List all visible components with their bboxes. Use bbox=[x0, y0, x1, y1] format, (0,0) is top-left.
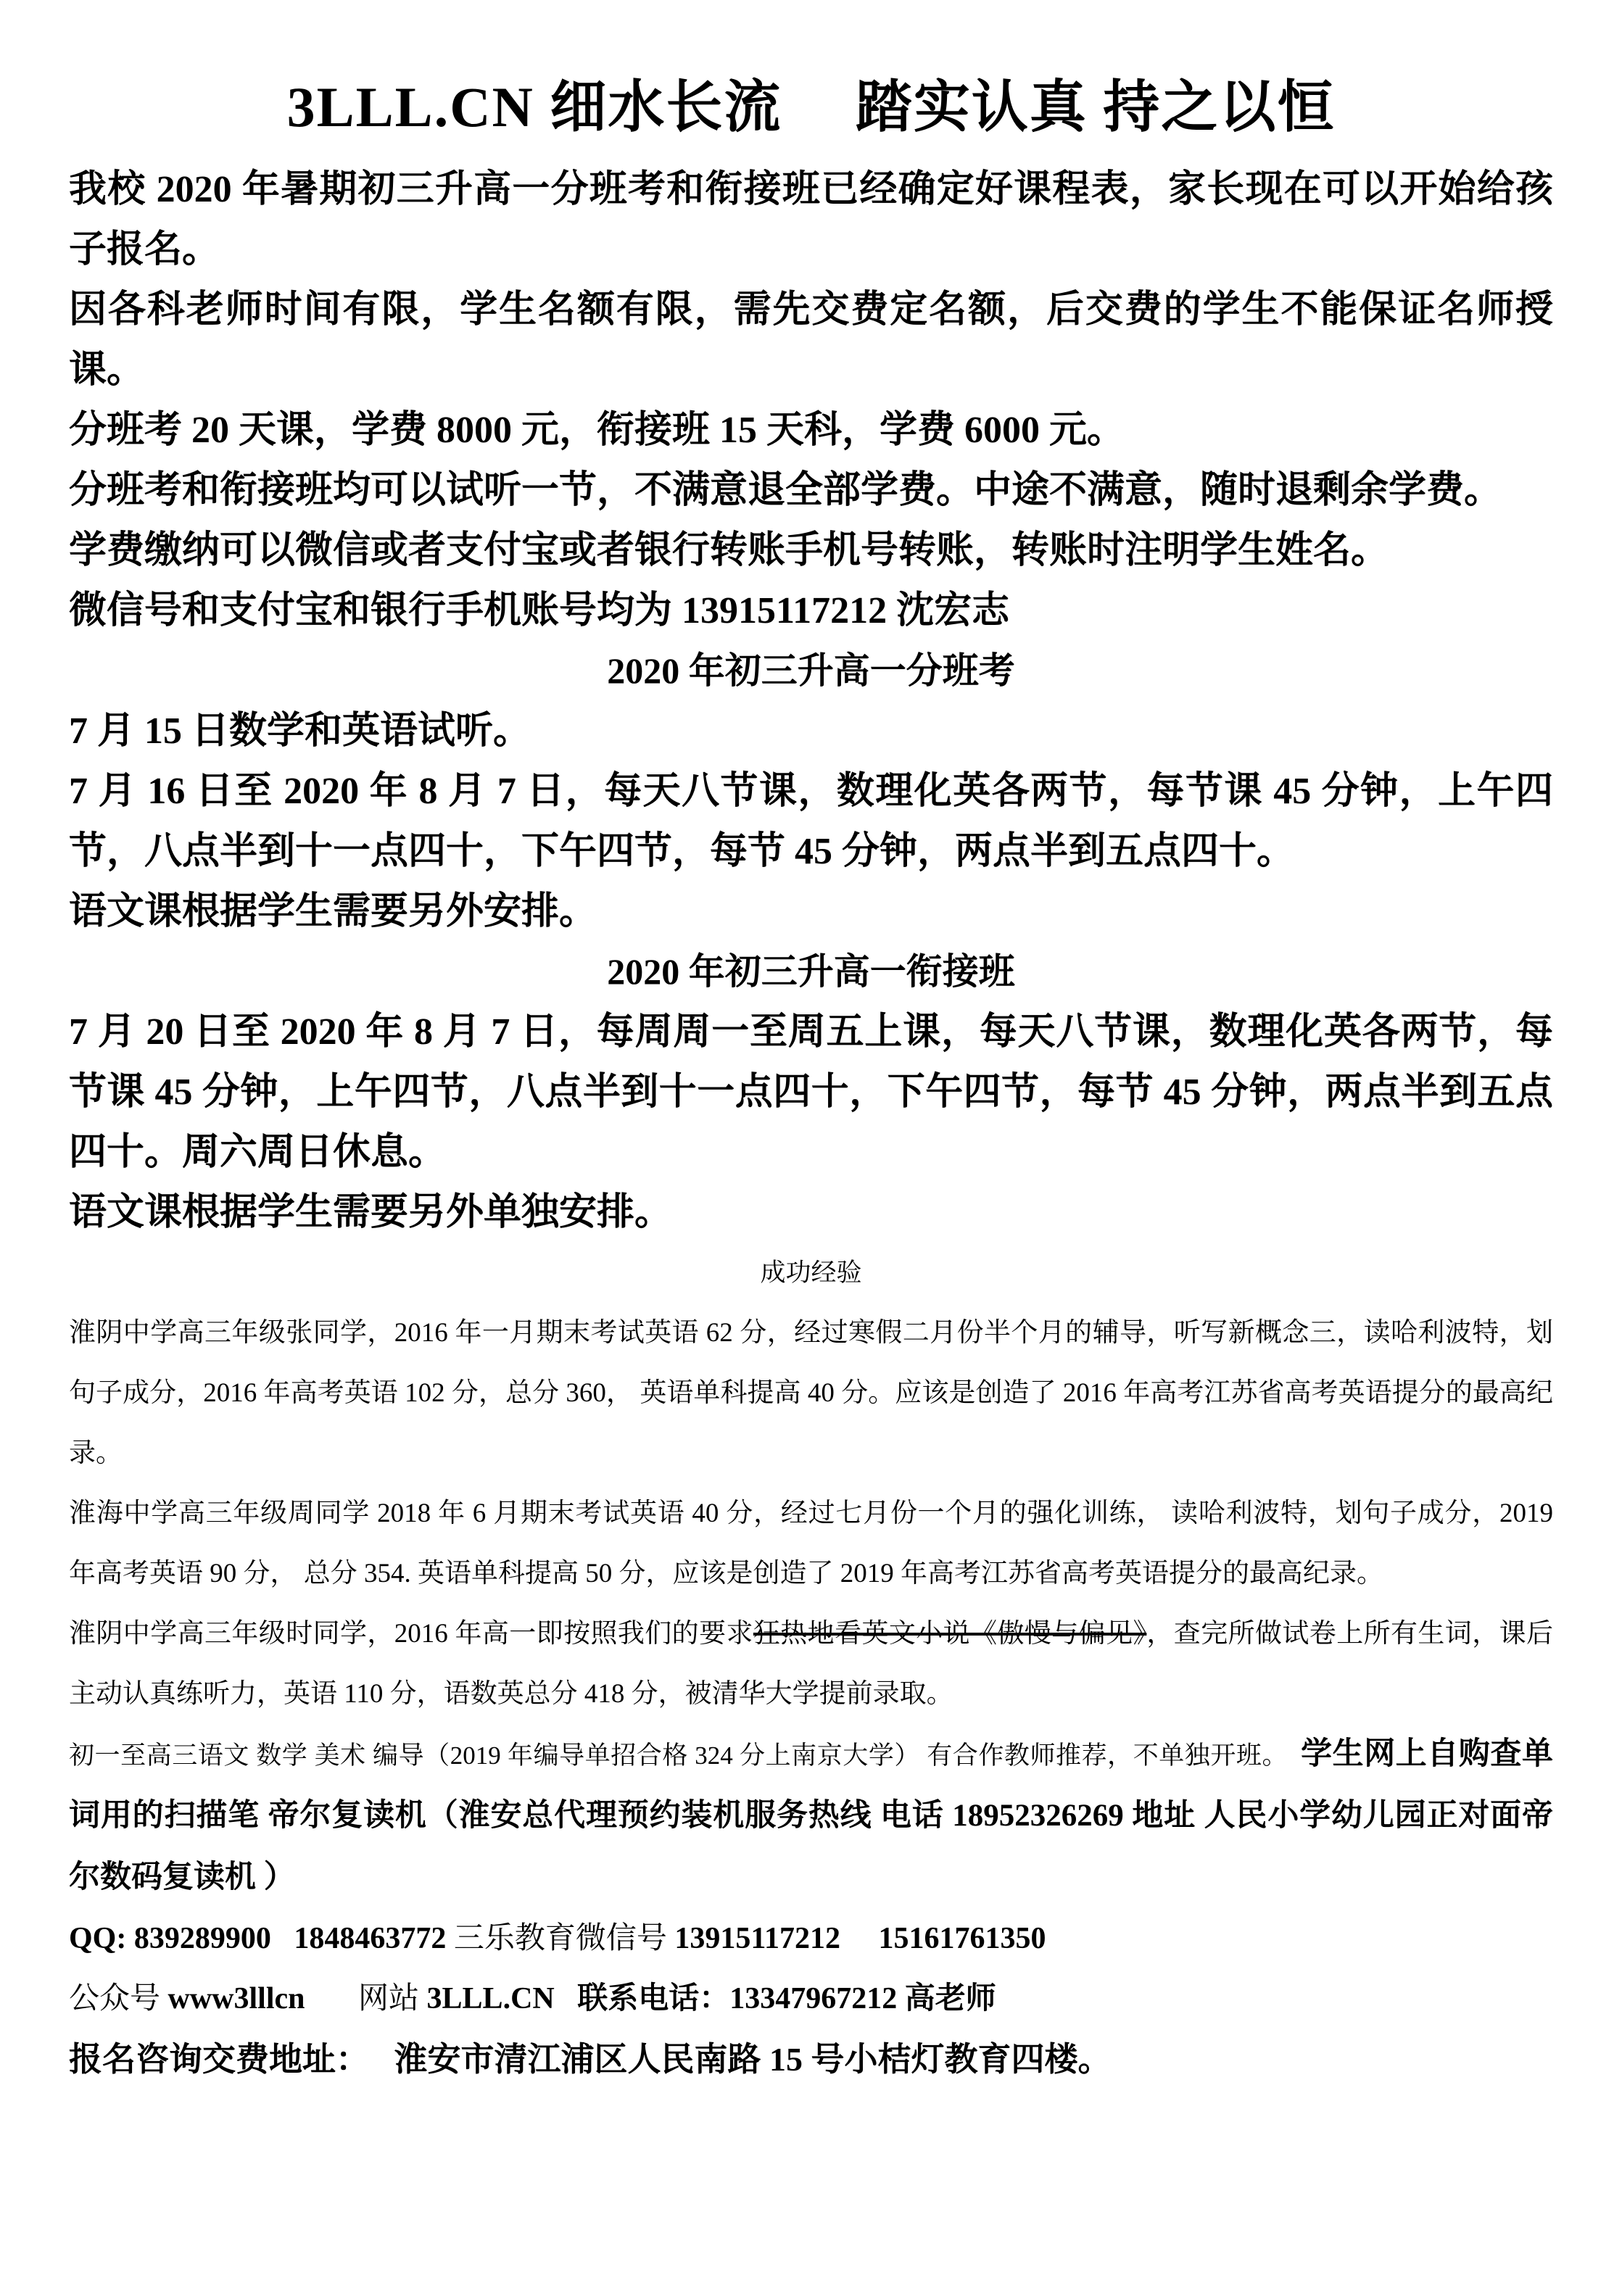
intro-paragraph-tuition: 分班考 20 天课，学费 8000 元，衔接班 15 天科，学费 6000 元。 bbox=[69, 410, 1125, 451]
scanner-pen-bold-text: 学生网上自购查单词用的扫描笔 帝尔复读机（淮安总代理预约装机服务热线 电话 18952326269 地址 人民小学幼儿园正对面帝尔数码复读机 ） bbox=[69, 1737, 1553, 1894]
other-courses-paragraph bbox=[69, 1724, 1553, 1909]
placement-chinese-paragraph: 语文课根据学生需要另外安排。 bbox=[69, 891, 597, 932]
intro-paragraph-refund: 分班考和衔接班均可以试听一节，不满意退全部学费。中途不满意，随时退剩余学费。 bbox=[69, 470, 1502, 511]
bridging-chinese-paragraph: 语文课根据学生需要另外单独安排。 bbox=[69, 1192, 673, 1233]
contact-phone: 联系电话：13347967212 高老师 bbox=[554, 1982, 996, 2015]
section-heading-placement-exam: 2020 年初三升高一分班考 bbox=[607, 650, 1015, 691]
placement-schedule-paragraph: 7 月 16 日至 2020 年 8 月 7 日，每天八节课，数理化英各两节，每节课 45 分钟，上午四节，八点半到十一点四十，下午四节，每节 45 分钟，两点半到五点四十。 bbox=[69, 771, 1553, 872]
channels-line bbox=[69, 1969, 1553, 2029]
website-value: 3LLL.CN bbox=[426, 1982, 555, 2015]
registration-address-line: 报名咨询交费地址： 淮安市清江浦区人民南路 15 号小桔灯教育四楼。 bbox=[69, 2041, 1112, 2078]
section-heading-bridging-class: 2020 年初三升高一衔接班 bbox=[607, 951, 1015, 992]
qq-numbers: QQ: 839289900 1848463772 bbox=[69, 1922, 454, 1955]
success-story-3-prefix: 淮阴中学高三年级时同学，2016 年高一即按照我们的要求 bbox=[69, 1619, 753, 1649]
page-title: 3LLL.CN 细水长流 踏实认真 持之以恒 bbox=[286, 75, 1336, 138]
success-story-3 bbox=[69, 1604, 1553, 1724]
intro-paragraph-payment: 学费缴纳可以微信或者支付宝或者银行转账手机号转账，转账时注明学生姓名。 bbox=[69, 530, 1389, 571]
success-story-1: 淮阴中学高三年级张同学，2016 年一月期末考试英语 62 分，经过寒假二月份半个月的辅导，听写新概念三，读哈利波特，划句子成分，2016 年高考英语 102 分，总分 360， 英语单科提高 40 分。应该是创造了 2016 年高考江苏省高考英语提分的最高纪录。 bbox=[69, 1318, 1553, 1468]
bridging-schedule-paragraph: 7 月 20 日至 2020 年 8 月 7 日，每周周一至周五上课，每天八节课，数理化英各两节，每节课 45 分钟，上午四节，八点半到十一点四十，下午四节，每节 45 分钟，两点半到五点四十。周六周日休息。 bbox=[69, 1011, 1553, 1173]
success-story-3-strikethrough-text: 狂热地看英文小说《傲慢与偏见》 bbox=[753, 1619, 1147, 1649]
qq-wechat-line bbox=[69, 1909, 1553, 1969]
website-label: 网站 bbox=[305, 1982, 427, 2015]
intro-paragraph-quota: 因各科老师时间有限，学生名额有限，需先交费定名额，后交费的学生不能保证名师授课。 bbox=[69, 289, 1553, 391]
success-story-3-suffix: ，查完所做试卷上所有生词，课后主动认真练听力，英语 110 分，语数英总分 418 分，被清华大学提前录取。 bbox=[69, 1619, 1554, 1709]
intro-paragraph-signup: 我校 2020 年暑期初三升高一分班考和衔接班已经确定好课程表，家长现在可以开始给孩子报名。 bbox=[69, 169, 1553, 270]
wechat-label: 三乐教育微信号 bbox=[453, 1922, 675, 1955]
wechat-numbers: 13915117212 15161761350 bbox=[674, 1922, 1046, 1955]
official-account-value: www3lllcn bbox=[167, 1982, 305, 2015]
intro-paragraph-payment-account: 微信号和支付宝和银行手机账号均为 13915117212 沈宏志 bbox=[69, 590, 1010, 631]
official-account-label: 公众号 bbox=[69, 1982, 168, 2015]
success-stories-heading: 成功经验 bbox=[760, 1259, 862, 1287]
placement-trial-paragraph: 7 月 15 日数学和英语试听。 bbox=[69, 710, 531, 752]
success-story-2: 淮海中学高三年级周同学 2018 年 6 月期末考试英语 40 分，经过七月份一个月的强化训练， 读哈利波特，划句子成分，2019 年高考英语 90 分， 总分 354. 英语单科提高 50 分，应该是创造了 2019 年高考江苏省高考英语提分的最高纪录。 bbox=[69, 1499, 1553, 1588]
other-courses-regular-text: 初一至高三语文 数学 美术 编导（2019 年编导单招合格 324 分上南京大学） 有合作教师推荐，不单独开班。 bbox=[69, 1741, 1302, 1770]
